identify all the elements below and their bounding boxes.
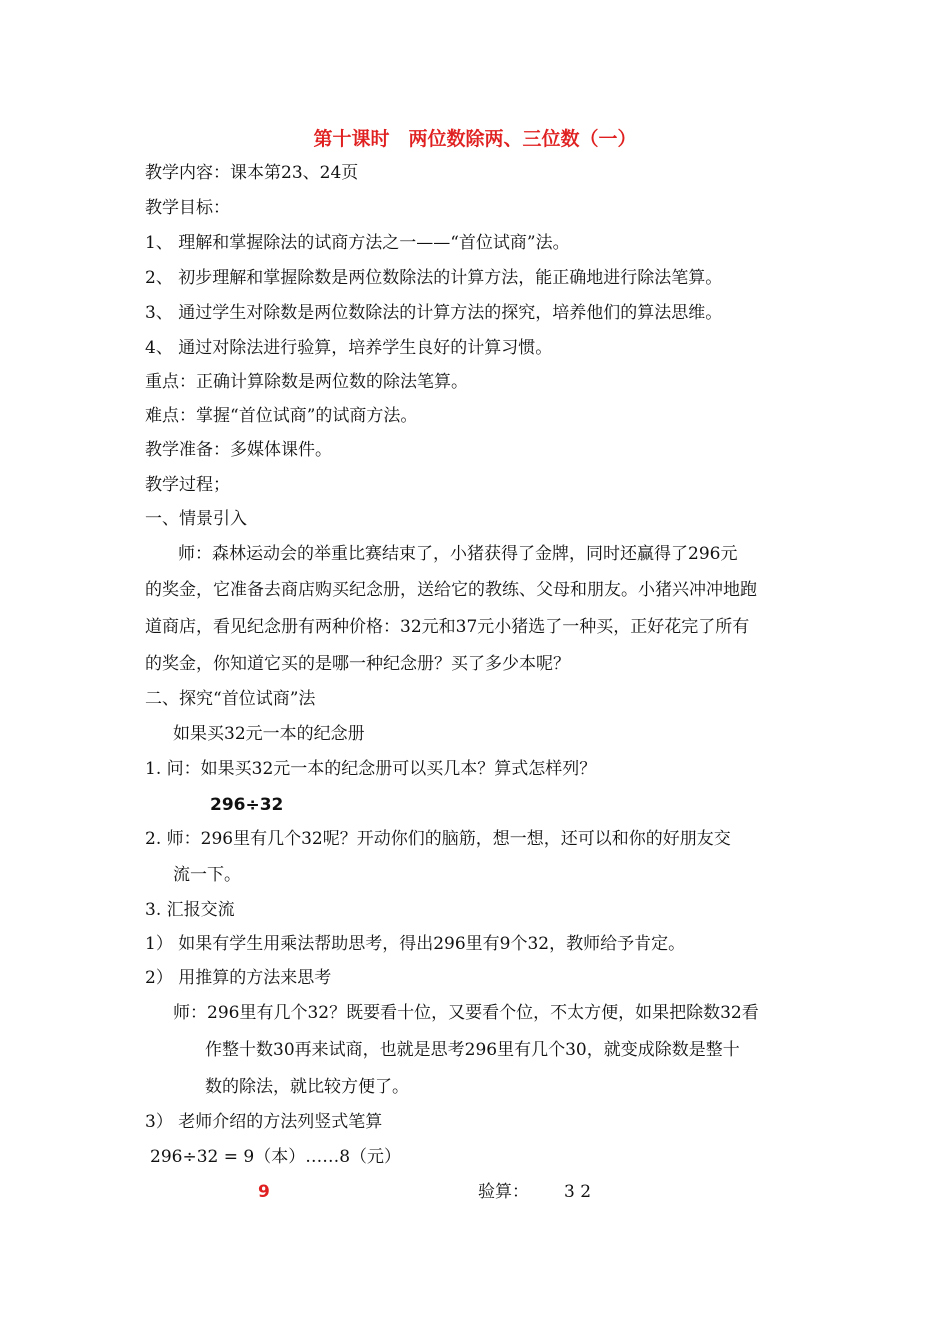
teaching-content: 教学内容：课本第23、24页 bbox=[145, 163, 359, 183]
page-title: 第十课时 两位数除两、三位数（一） bbox=[313, 128, 637, 150]
section-2-heading: 二、探究“首位试商”法 bbox=[145, 689, 316, 709]
if-buy-line: 如果买32元一本的纪念册 bbox=[173, 724, 365, 744]
quotient-value: 9 bbox=[258, 1182, 270, 1202]
teacher-line-1: 师：296里有几个32？既要看十位，又要看个位，不太方便，如果把除数32看 bbox=[173, 1003, 759, 1023]
question-3: 3. 汇报交流 bbox=[145, 900, 235, 920]
teacher-line-3: 数的除法，就比较方便了。 bbox=[205, 1077, 409, 1097]
report-2: 2） 用推算的方法来思考 bbox=[145, 968, 332, 988]
division-formula: 296÷32 bbox=[210, 795, 284, 815]
preparation: 教学准备：多媒体课件。 bbox=[145, 440, 332, 460]
story-line-1: 师：森林运动会的举重比赛结束了，小猪获得了金牌，同时还赢得了296元 bbox=[178, 544, 738, 564]
teacher-line-2: 作整十数30再来试商，也就是思考296里有几个30，就变成除数是整十 bbox=[205, 1040, 740, 1060]
goal-3: 3、 通过学生对除数是两位数除法的计算方法的探究，培养他们的算法思维。 bbox=[145, 303, 723, 323]
check-value: 3 2 bbox=[564, 1182, 592, 1202]
division-equation: 296÷32 = 9（本）……8（元） bbox=[150, 1147, 402, 1167]
goals-heading: 教学目标： bbox=[145, 198, 230, 218]
question-1: 1. 问：如果买32元一本的纪念册可以买几本？算式怎样列？ bbox=[145, 759, 597, 779]
story-line-4: 的奖金，你知道它买的是哪一种纪念册？买了多少本呢？ bbox=[145, 654, 570, 674]
goal-4: 4、 通过对除法进行验算，培养学生良好的计算习惯。 bbox=[145, 338, 553, 358]
difficulty: 难点：掌握“首位试商”的试商方法。 bbox=[145, 406, 418, 426]
process-heading: 教学过程； bbox=[145, 475, 230, 495]
report-3: 3） 老师介绍的方法列竖式笔算 bbox=[145, 1112, 383, 1132]
key-point: 重点：正确计算除数是两位数的除法笔算。 bbox=[145, 372, 468, 392]
goal-2: 2、 初步理解和掌握除数是两位数除法的计算方法，能正确地进行除法笔算。 bbox=[145, 268, 723, 288]
section-1-heading: 一、情景引入 bbox=[145, 509, 247, 529]
story-line-2: 的奖金，它准备去商店购买纪念册，送给它的教练、父母和朋友。小猪兴冲冲地跑 bbox=[145, 580, 757, 600]
check-label: 验算： bbox=[478, 1182, 529, 1202]
story-line-3: 道商店，看见纪念册有两种价格：32元和37元小猪选了一种买，正好花完了所有 bbox=[145, 617, 750, 637]
question-2-line-1: 2. 师：296里有几个32呢？开动你们的脑筋，想一想，还可以和你的好朋友交 bbox=[145, 829, 731, 849]
question-2-line-2: 流一下。 bbox=[173, 865, 241, 885]
goal-1: 1、 理解和掌握除法的试商方法之一——“首位试商”法。 bbox=[145, 233, 570, 253]
report-1: 1） 如果有学生用乘法帮助思考，得出296里有9个32，教师给予肯定。 bbox=[145, 934, 686, 954]
